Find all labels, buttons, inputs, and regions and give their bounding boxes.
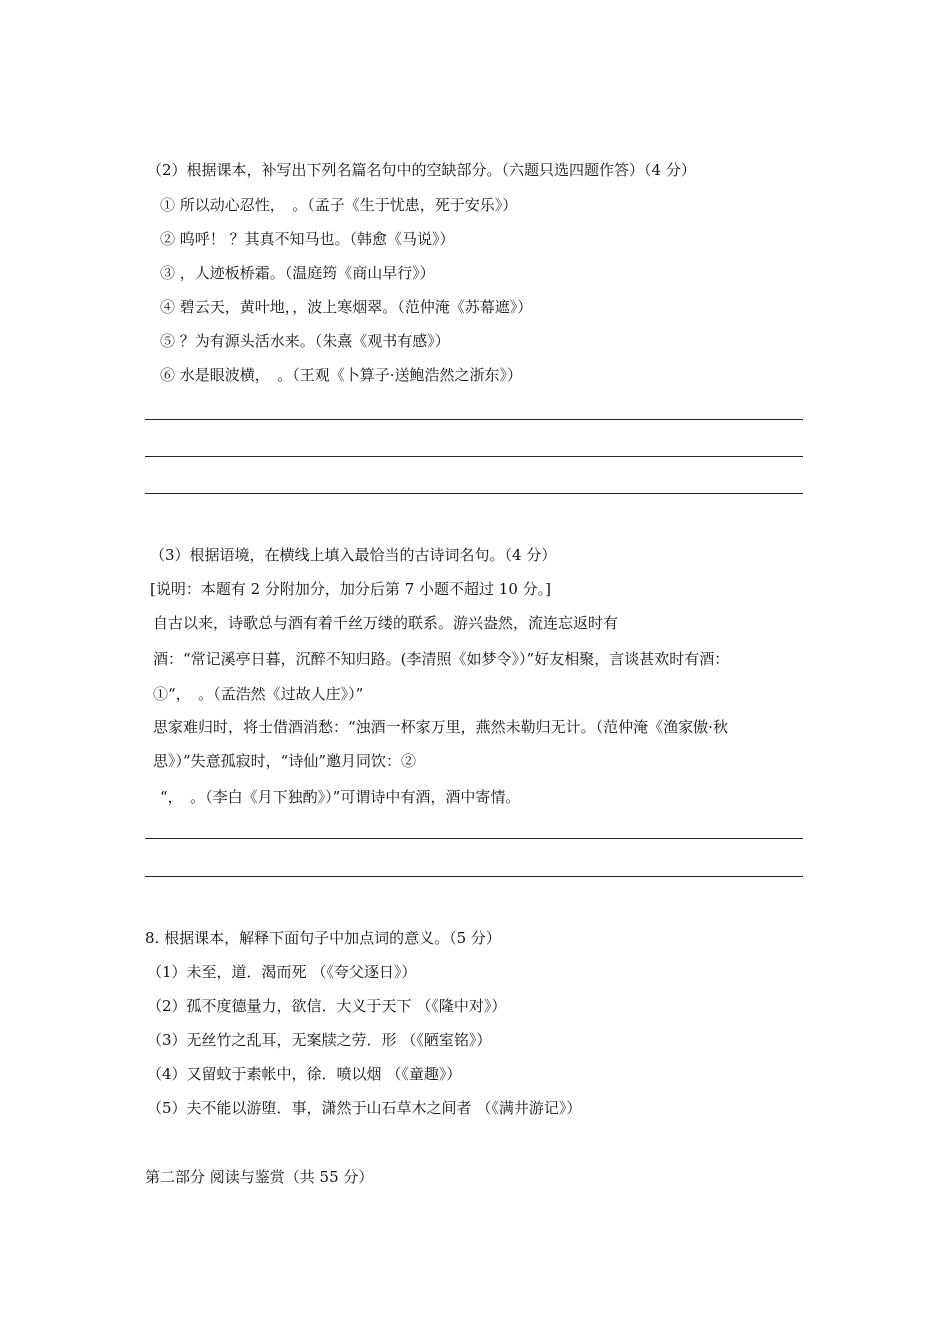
answer-line[interactable] bbox=[145, 838, 803, 839]
q8-item-3: （3）无丝竹之乱耳，无案牍之劳．形 （《陋室铭》） bbox=[147, 1031, 492, 1049]
q7-part2-item-3: ③ ，人迹板桥霜。（温庭筠《商山早行》） bbox=[160, 264, 435, 282]
q7-part3-passage-line-2: 酒：“常记溪亭日暮，沉醉不知归路。(李清照《如梦令》）”好友相聚，言谈甚欢时有酒： bbox=[153, 650, 730, 668]
q7-part2-item-5: ⑤ ？为有源头活水来。（朱熹《观书有感》） bbox=[160, 332, 450, 350]
q7-part2-item-6: ⑥ 水是眼波横， 。（王观《卜算子·送鲍浩然之浙东》） bbox=[160, 366, 523, 384]
q8-item-4: （4）又留蚊于素帐中，徐．喷以烟 （《童趣》） bbox=[147, 1065, 462, 1083]
answer-line[interactable] bbox=[145, 876, 803, 877]
q8-heading: 8. 根据课本，解释下面句子中加点词的意义。（5 分） bbox=[145, 929, 501, 947]
q7-part3-passage-line-1: 自古以来，诗歌总与酒有着千丝万缕的联系。游兴盎然，流连忘返时有 bbox=[153, 614, 619, 632]
answer-line[interactable] bbox=[145, 419, 803, 420]
q7-part2-item-1: ① 所以动心忍性， 。（孟子《生于忧患，死于安乐》） bbox=[160, 196, 518, 214]
q7-part3-note: [说明：本题有 2 分附加分，加分后第 7 小题不超过 10 分。] bbox=[150, 580, 551, 598]
q7-part3-heading: （3）根据语境，在横线上填入最恰当的古诗词名句。（4 分） bbox=[150, 546, 557, 564]
q8-item-2: （2）孤不度德量力，欲信．大义于天下 （《隆中对》） bbox=[147, 997, 507, 1015]
answer-line[interactable] bbox=[145, 493, 803, 494]
q7-part3-passage-line-4: 思家难归时，将士借酒消愁：“浊酒一杯家万里，燕然未勒归无计。（范仲淹《渔家傲·秋 bbox=[153, 718, 728, 736]
q7-part2-heading: （2）根据课本，补写出下列名篇名句中的空缺部分。（六题只选四题作答）（4 分） bbox=[147, 161, 696, 179]
q7-part3-passage-line-5: 思》）”失意孤寂时，“诗仙”邀月同饮：② bbox=[153, 752, 417, 770]
q7-part2-item-2: ② 呜呼！ ？其真不知马也。（韩愈《马说》） bbox=[160, 230, 455, 248]
part2-heading: 第二部分 阅读与鉴赏（共 55 分） bbox=[145, 1168, 374, 1186]
q7-part3-passage-line-3: ①“， 。（孟浩然《过故人庄》）” bbox=[153, 685, 364, 703]
q7-part2-item-4: ④ 碧云天，黄叶地，，波上寒烟翠。（范仲淹《苏幕遮》） bbox=[160, 298, 533, 316]
q8-item-1: （1）未至，道．渴而死 （《夸父逐日》） bbox=[147, 963, 417, 981]
q8-item-5: （5）夫不能以游堕．事，潇然于山石草木之间者 （《满井游记》） bbox=[147, 1099, 582, 1117]
q7-part3-passage-line-6: “， 。（李白《月下独酌》）”可谓诗中有酒，酒中寄情。 bbox=[160, 788, 521, 806]
answer-line[interactable] bbox=[145, 456, 803, 457]
